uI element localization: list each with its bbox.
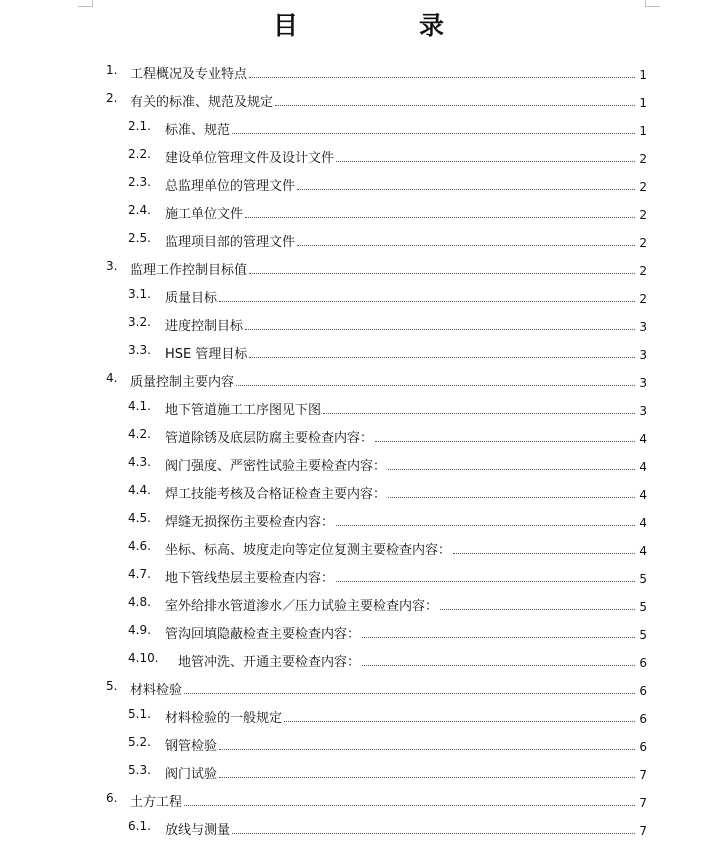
- toc-entry-number: 4.9.: [128, 623, 151, 637]
- toc-entry[interactable]: [0, 815, 717, 843]
- toc-entry-row: [165, 563, 647, 587]
- toc-entry-page-number: 2: [639, 208, 647, 222]
- dot-leader: [440, 609, 635, 610]
- toc-entry-row: [165, 535, 647, 559]
- dot-leader: [362, 637, 635, 638]
- dot-leader: [219, 749, 635, 750]
- toc-entry[interactable]: [0, 367, 717, 395]
- toc-entry[interactable]: [0, 675, 717, 703]
- toc-entry[interactable]: [0, 423, 717, 451]
- toc-entry-row: [165, 815, 647, 839]
- toc-entry-text: 质量目标: [165, 291, 218, 306]
- dot-leader: [336, 525, 635, 526]
- toc-entry-row: [165, 731, 647, 755]
- toc-entry-page-number: 1: [639, 96, 647, 110]
- toc-entry-number: 6.: [106, 791, 118, 805]
- toc-entry[interactable]: [0, 59, 717, 87]
- dot-leader: [249, 77, 635, 78]
- dot-leader: [336, 581, 635, 582]
- toc-entry-number: 2.3.: [128, 175, 151, 189]
- toc-entry-row: [130, 787, 647, 811]
- toc-entry-number: 3.: [106, 259, 118, 273]
- toc-entry-number: 4.8.: [128, 595, 151, 609]
- toc-entry-number: 5.3.: [128, 763, 151, 777]
- dot-leader: [336, 161, 635, 162]
- toc-entry-page-number: 4: [639, 432, 647, 446]
- dot-leader: [184, 805, 635, 806]
- toc-entry-page-number: 7: [639, 796, 647, 810]
- toc-entry-page-number: 3: [639, 320, 647, 334]
- toc-entry-page-number: 5: [639, 600, 647, 614]
- toc-entry-text: 地管冲洗、开通主要检查内容：: [178, 655, 361, 670]
- toc-entry-page-number: 2: [639, 264, 647, 278]
- toc-entry-text: 标准、规范: [165, 123, 231, 138]
- dot-leader: [219, 777, 635, 778]
- toc-entry-text: 钢管检验: [165, 739, 218, 754]
- toc-entry-row: [165, 423, 647, 447]
- toc-entry[interactable]: [0, 479, 717, 507]
- toc-entry-row: [165, 591, 647, 615]
- toc-entry-page-number: 5: [639, 628, 647, 642]
- toc-entry-row: [165, 311, 647, 335]
- toc-entry-text: 材料检验: [130, 683, 183, 698]
- toc-entry-text: 管沟回填隐蔽检查主要检查内容：: [165, 627, 361, 642]
- dot-leader: [232, 133, 635, 134]
- toc-entry-text: 室外给排水管道渗水／压力试验主要检查内容：: [165, 599, 439, 614]
- toc-entry-number: 5.1.: [128, 707, 151, 721]
- toc-entry-row: [165, 451, 647, 475]
- toc-title: 目 录: [272, 11, 492, 40]
- toc-entry-number: 2.4.: [128, 203, 151, 217]
- toc-entry-page-number: 6: [639, 656, 647, 670]
- toc-entry-page-number: 3: [639, 348, 647, 362]
- toc-entry-text: HSE 管理目标: [165, 347, 248, 362]
- toc-entry[interactable]: [0, 787, 717, 815]
- dot-leader: [388, 497, 635, 498]
- toc-entry-number: 2.2.: [128, 147, 151, 161]
- toc-entry-text: 材料检验的一般规定: [165, 711, 283, 726]
- toc-entry[interactable]: [0, 759, 717, 787]
- toc-entry-number: 4.5.: [128, 511, 151, 525]
- toc-entry-row: [178, 647, 647, 671]
- toc-entry-page-number: 1: [639, 68, 647, 82]
- toc-entry[interactable]: [0, 255, 717, 283]
- toc-entry[interactable]: [0, 115, 717, 143]
- toc-entry-row: [165, 283, 647, 307]
- toc-entry-row: [130, 367, 647, 391]
- toc-entry-text: 监理工作控制目标值: [130, 263, 248, 278]
- toc-entry-number: 5.: [106, 679, 118, 693]
- toc-entry-text: 工程概况及专业特点: [130, 67, 248, 82]
- toc-entry-page-number: 6: [639, 684, 647, 698]
- dot-leader: [236, 385, 635, 386]
- toc-entry-row: [165, 703, 647, 727]
- toc-entry[interactable]: [0, 395, 717, 423]
- toc-entry-page-number: 3: [639, 404, 647, 418]
- toc-entry-row: [165, 115, 647, 139]
- toc-entry-number: 4.2.: [128, 427, 151, 441]
- toc-entry[interactable]: [0, 731, 717, 759]
- toc-entry-text: 总监理单位的管理文件: [165, 179, 296, 194]
- toc-entry-row: [165, 759, 647, 783]
- dot-leader: [219, 301, 635, 302]
- toc-entry-row: [165, 227, 647, 251]
- dot-leader: [275, 105, 635, 106]
- toc-entry-row: [165, 171, 647, 195]
- dot-leader: [297, 245, 635, 246]
- toc-entry-text: 监理项目部的管理文件: [165, 235, 296, 250]
- toc-entry-number: 4.1.: [128, 399, 151, 413]
- toc-entry[interactable]: [0, 283, 717, 311]
- table-of-contents: [0, 59, 717, 843]
- toc-entry-number: 3.2.: [128, 315, 151, 329]
- toc-entry-number: 1.: [106, 63, 118, 77]
- toc-entry-row: [130, 255, 647, 279]
- toc-entry-page-number: 7: [639, 768, 647, 782]
- toc-entry-number: 4.: [106, 371, 118, 385]
- toc-entry[interactable]: [0, 591, 717, 619]
- toc-entry-number: 2.1.: [128, 119, 151, 133]
- toc-entry-page-number: 2: [639, 292, 647, 306]
- toc-entry[interactable]: [0, 647, 717, 675]
- toc-entry-page-number: 2: [639, 180, 647, 194]
- toc-entry-row: [165, 339, 647, 363]
- toc-entry-text: 坐标、标高、坡度走向等定位复测主要检查内容：: [165, 543, 452, 558]
- toc-entry-number: 4.3.: [128, 455, 151, 469]
- dot-leader: [388, 469, 635, 470]
- toc-entry-text: 有关的标准、规范及规定: [130, 95, 274, 110]
- toc-entry-page-number: 6: [639, 712, 647, 726]
- toc-entry-text: 建设单位管理文件及设计文件: [165, 151, 335, 166]
- toc-entry[interactable]: [0, 199, 717, 227]
- toc-entry-page-number: 4: [639, 460, 647, 474]
- toc-entry-page-number: 1: [639, 124, 647, 138]
- toc-entry-text: 管道除锈及底层防腐主要检查内容：: [165, 431, 374, 446]
- toc-entry-text: 阀门强度、严密性试验主要检查内容：: [165, 459, 387, 474]
- toc-entry[interactable]: [0, 339, 717, 367]
- toc-entry-number: 4.4.: [128, 483, 151, 497]
- toc-entry-row: [165, 619, 647, 643]
- toc-entry-row: [165, 143, 647, 167]
- toc-entry-row: [165, 199, 647, 223]
- dot-leader: [362, 665, 635, 666]
- toc-entry-number: 4.7.: [128, 567, 151, 581]
- toc-entry-text: 质量控制主要内容: [130, 375, 235, 390]
- toc-entry[interactable]: [0, 143, 717, 171]
- toc-entry-page-number: 4: [639, 544, 647, 558]
- dot-leader: [245, 329, 635, 330]
- toc-entry-row: [165, 479, 647, 503]
- dot-leader: [249, 357, 635, 358]
- toc-entry[interactable]: [0, 703, 717, 731]
- toc-entry-text: 地下管线垫层主要检查内容：: [165, 571, 335, 586]
- toc-entry-number: 2.: [106, 91, 118, 105]
- toc-entry-number: 3.1.: [128, 287, 151, 301]
- toc-entry-row: [165, 507, 647, 531]
- toc-entry-number: 6.1.: [128, 819, 151, 833]
- toc-entry-text: 阀门试验: [165, 767, 218, 782]
- toc-entry-number: 4.10.: [128, 651, 159, 665]
- dot-leader: [297, 189, 635, 190]
- dot-leader: [323, 413, 635, 414]
- toc-entry-page-number: 3: [639, 376, 647, 390]
- toc-entry[interactable]: [0, 227, 717, 255]
- toc-entry-page-number: 6: [639, 740, 647, 754]
- toc-entry-number: 4.6.: [128, 539, 151, 553]
- toc-entry-row: [130, 59, 647, 83]
- toc-entry-page-number: 2: [639, 236, 647, 250]
- toc-entry-text: 焊缝无损探伤主要检查内容：: [165, 515, 335, 530]
- toc-entry-text: 土方工程: [130, 795, 183, 810]
- toc-entry[interactable]: [0, 507, 717, 535]
- toc-entry-row: [165, 395, 647, 419]
- toc-entry-text: 地下管道施工工序图见下图: [165, 403, 322, 418]
- toc-entry[interactable]: [0, 87, 717, 115]
- toc-entry-row: [130, 675, 647, 699]
- toc-entry-page-number: 5: [639, 572, 647, 586]
- toc-entry[interactable]: [0, 311, 717, 339]
- dot-leader: [284, 721, 635, 722]
- toc-entry-page-number: 4: [639, 488, 647, 502]
- toc-entry[interactable]: [0, 451, 717, 479]
- dot-leader: [245, 217, 635, 218]
- dot-leader: [232, 833, 635, 834]
- toc-entry-page-number: 7: [639, 824, 647, 838]
- toc-entry-text: 焊工技能考核及合格证检查主要内容：: [165, 487, 387, 502]
- toc-entry-number: 2.5.: [128, 231, 151, 245]
- toc-entry-page-number: 2: [639, 152, 647, 166]
- toc-entry[interactable]: [0, 535, 717, 563]
- dot-leader: [249, 273, 635, 274]
- toc-entry-number: 3.3.: [128, 343, 151, 357]
- toc-entry-text: 施工单位文件: [165, 207, 244, 222]
- toc-entry[interactable]: [0, 171, 717, 199]
- dot-leader: [453, 553, 635, 554]
- toc-entry[interactable]: [0, 563, 717, 591]
- dot-leader: [184, 693, 635, 694]
- toc-entry-text: 进度控制目标: [165, 319, 244, 334]
- toc-entry-row: [130, 87, 647, 111]
- toc-entry-page-number: 4: [639, 516, 647, 530]
- toc-entry[interactable]: [0, 619, 717, 647]
- toc-entry-number: 5.2.: [128, 735, 151, 749]
- toc-entry-text: 放线与测量: [165, 823, 231, 838]
- dot-leader: [375, 441, 635, 442]
